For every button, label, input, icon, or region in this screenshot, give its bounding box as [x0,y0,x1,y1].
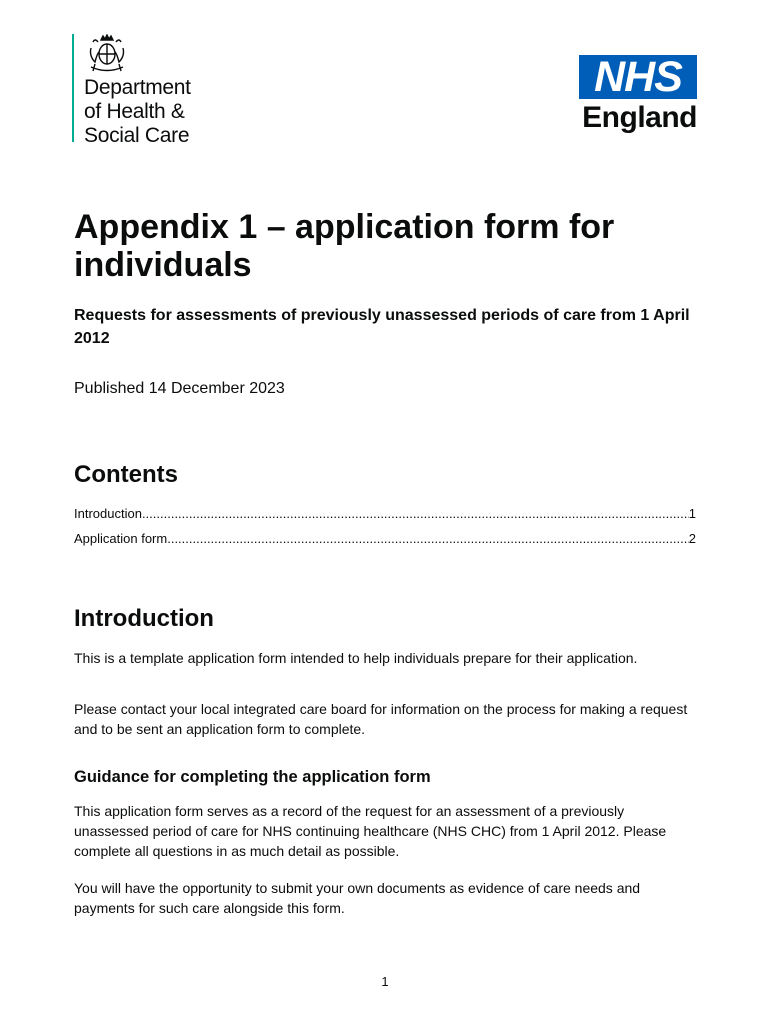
contents-heading: Contents [74,461,178,488]
published-date: Published 14 December 2023 [74,380,285,397]
dhsc-line: of Health & [84,100,185,123]
dhsc-line: Social Care [84,124,190,147]
royal-crest-icon [85,34,129,74]
dhsc-line: Department [84,76,191,99]
toc-page: 2 [688,531,696,546]
toc-item-introduction[interactable] [74,505,696,530]
nhs-england-logo [576,55,697,133]
dhsc-logo [72,34,191,147]
guidance-paragraph-2: You will have the opportunity to submit your own documents as evidence of care needs and payments for such care alongside this form. [74,880,641,916]
nhs-region: England [582,101,697,134]
nhs-mark: NHS [579,55,697,99]
intro-paragraph-1: This is a template application form intended to help individuals prepare for their application. [74,650,638,666]
toc-label: Application form [74,531,168,546]
document-subtitle: Requests for assessments of previously unassessed periods of care from 1 April 2012 [74,307,690,347]
page-number: 1 [381,974,389,989]
toc-page: 1 [688,506,696,521]
toc-item-application-form[interactable] [74,530,696,555]
document-title: Appendix 1 – application form for individuals [74,208,615,284]
dhsc-name [84,76,191,148]
guidance-heading: Guidance for completing the application form [74,768,431,786]
guidance-paragraph-1: This application form serves as a record of the request for an assessment of a previously unassessed period of care for NHS continuing healthcare (NHS CHC) from 1 April 2012. Please complete all questions in as much detail as possible. [74,803,667,859]
toc-leader [142,505,689,523]
introduction-heading: Introduction [74,605,214,632]
table-of-contents [74,505,696,555]
toc-label: Introduction [74,506,142,521]
toc-leader [167,530,689,548]
intro-paragraph-2: Please contact your local integrated care board for information on the process for making a request and to be sent an application form to complete. [74,701,688,737]
